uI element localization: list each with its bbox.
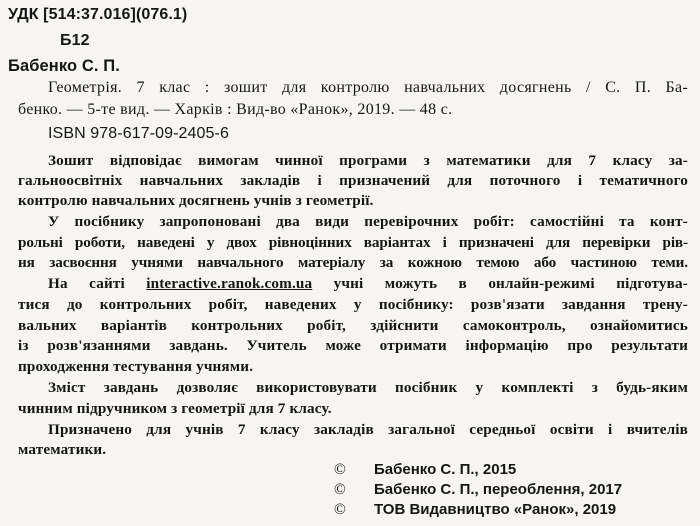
paragraph-line: математики.: [18, 441, 107, 458]
paragraph-line: вальних варіантів контрольних робіт, здійснити самоконтроль, ознайомитись: [18, 317, 688, 334]
author-heading: Бабенко С. П.: [8, 57, 120, 75]
paragraph-line: Призначено для учнів 7 класу закладів загальної середньої освіти і вчителів: [48, 421, 688, 438]
paragraph-line: рольні роботи, наведені у двох рівноцінних варіантах і призначені для перевірки рів-: [18, 234, 688, 251]
copyright-line: [334, 461, 516, 479]
copyright-icon: ©: [334, 461, 346, 478]
isbn: ISBN 978-617-09-2405-6: [48, 125, 229, 142]
udk-code: УДК [514:37.016](076.1): [8, 6, 188, 23]
paragraph-line: [48, 275, 688, 293]
copyright-line: [334, 481, 622, 499]
text-segment: На сайті: [48, 275, 147, 292]
bibliographic-line: Геометрія. 7 клас : зошит для контролю навчальних досягнень / С. П. Ба-: [48, 79, 688, 96]
paragraph-line: чинним підручником з геометрії для 7 класу.: [18, 400, 332, 417]
paragraph-line: ня засвоєння учнями навчального матеріалу за кожною темою або частиною теми.: [18, 254, 688, 271]
paragraph-line: Зміст завдань дозволяє використовувати посібник у комплекті з будь-яким: [48, 379, 688, 396]
copyright-text: Бабенко С. П., переоблення, 2017: [374, 481, 623, 498]
text-segment: учні можуть в онлайн-режимі підготува-: [312, 275, 688, 292]
bibliographic-line: бенко. — 5-те вид. — Харків : Вид-во «Ранок», 2019. — 48 с.: [18, 101, 453, 118]
paragraph-line: Зошит відповідає вимогам чинної програми з математики для 7 класу за-: [48, 152, 688, 169]
copyright-icon: ©: [334, 481, 346, 498]
paragraph-line: гальноосвітніх навчальних закладів і призначений для поточного і тематичного: [18, 172, 688, 189]
bbk-code: Б12: [60, 32, 90, 49]
paragraph-line: У посібнику запропоновані два види перевірочних робіт: самостійні та конт-: [48, 213, 688, 230]
copyright-text: Бабенко С. П., 2015: [374, 461, 517, 478]
copyright-text: ТОВ Видавництво «Ранок», 2019: [374, 501, 617, 518]
paragraph-line: контролю навчальних досягнень учнів з геометрії.: [18, 192, 374, 209]
paragraph-line: проходження тестування учнями.: [18, 358, 254, 375]
paragraph-line: тися до контрольних робіт, наведених у посібнику: розв'язати завдання трену-: [18, 296, 688, 313]
paragraph-line: із розв'язаннями завдань. Учитель може отримати інформацію про результати: [18, 337, 688, 354]
copyright-line: [334, 501, 616, 519]
copyright-icon: ©: [334, 501, 346, 518]
website-link[interactable]: interactive.ranok.com.ua: [146, 275, 313, 292]
